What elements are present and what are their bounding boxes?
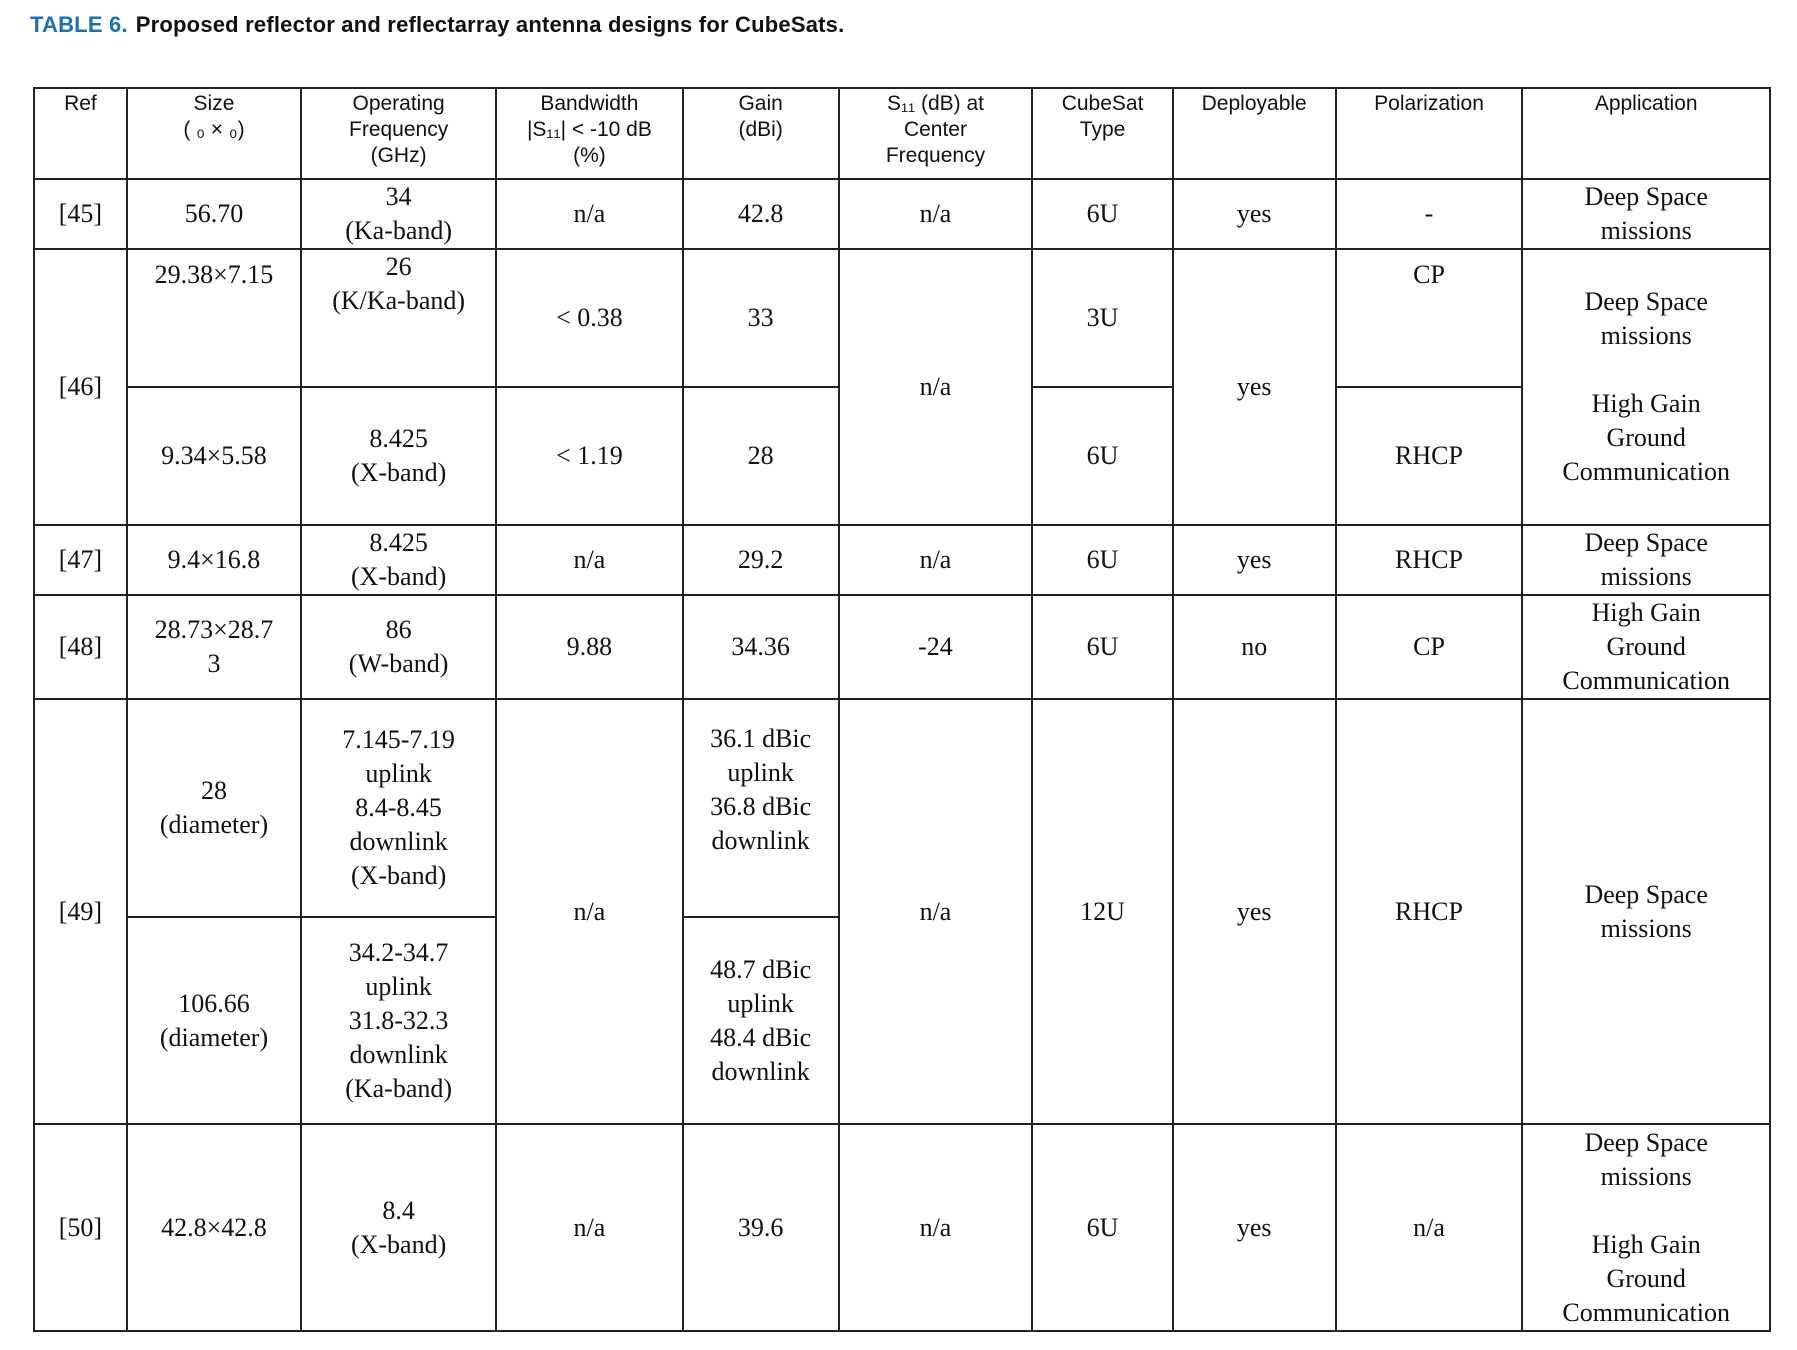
cell-deployable: yes	[1173, 1124, 1336, 1331]
cell-size: 9.34×5.58	[127, 387, 301, 525]
cell-gain: 36.1 dBic uplink 36.8 dBic downlink	[683, 699, 839, 917]
table-title: Proposed reflector and reflectarray antenna designs for CubeSats.	[135, 12, 845, 37]
cell-polarization: RHCP	[1336, 699, 1523, 1124]
cell-size: 9.4×16.8	[127, 525, 301, 595]
cell-ref: [45]	[34, 179, 127, 249]
header-size: Size ( ₀ × ₀)	[127, 88, 301, 179]
cell-polarization: -	[1336, 179, 1523, 249]
cell-application: High Gain Ground Communication	[1522, 595, 1770, 699]
cell-size: 28 (diameter)	[127, 699, 301, 917]
header-deployable: Deployable	[1173, 88, 1336, 179]
cell-polarization: CP	[1336, 249, 1523, 387]
cell-frequency: 26 (K/Ka-band)	[301, 249, 496, 387]
cell-application: Deep Space missions High Gain Ground Communication	[1522, 249, 1770, 525]
antenna-designs-table	[33, 87, 1771, 1332]
header-ref: Ref	[34, 88, 127, 179]
cell-cubesat-type: 3U	[1032, 249, 1172, 387]
cell-frequency: 34.2-34.7 uplink 31.8-32.3 downlink (Ka-band)	[301, 917, 496, 1124]
cell-deployable: yes	[1173, 249, 1336, 525]
cell-gain: 39.6	[683, 1124, 839, 1331]
table-row	[34, 249, 1770, 387]
header-row	[34, 88, 1770, 179]
cell-deployable: no	[1173, 595, 1336, 699]
cell-bandwidth: < 1.19	[496, 387, 683, 525]
cell-ref: [50]	[34, 1124, 127, 1331]
cell-gain: 33	[683, 249, 839, 387]
cell-gain: 29.2	[683, 525, 839, 595]
cell-gain: 48.7 dBic uplink 48.4 dBic downlink	[683, 917, 839, 1124]
cell-ref: [47]	[34, 525, 127, 595]
header-cubesat-type: CubeSat Type	[1032, 88, 1172, 179]
cell-size: 106.66 (diameter)	[127, 917, 301, 1124]
cell-application: Deep Space missions	[1522, 525, 1770, 595]
cell-s11: n/a	[839, 525, 1033, 595]
cell-application: Deep Space missions	[1522, 179, 1770, 249]
table-row	[34, 179, 1770, 249]
cell-frequency: 86 (W-band)	[301, 595, 496, 699]
cell-cubesat-type: 6U	[1032, 179, 1172, 249]
cell-gain: 34.36	[683, 595, 839, 699]
header-gain: Gain (dBi)	[683, 88, 839, 179]
cell-cubesat-type: 12U	[1032, 699, 1172, 1124]
table-label: TABLE 6.	[30, 12, 128, 37]
cell-bandwidth: < 0.38	[496, 249, 683, 387]
cell-bandwidth: n/a	[496, 525, 683, 595]
cell-deployable: yes	[1173, 699, 1336, 1124]
cell-frequency: 34 (Ka-band)	[301, 179, 496, 249]
cell-application: Deep Space missions	[1522, 699, 1770, 1124]
cell-gain: 42.8	[683, 179, 839, 249]
cell-size: 28.73×28.7 3	[127, 595, 301, 699]
cell-gain: 28	[683, 387, 839, 525]
cell-bandwidth: n/a	[496, 1124, 683, 1331]
cell-frequency: 7.145-7.19 uplink 8.4-8.45 downlink (X-band)	[301, 699, 496, 917]
cell-ref: [49]	[34, 699, 127, 1124]
cell-frequency: 8.425 (X-band)	[301, 525, 496, 595]
header-application: Application	[1522, 88, 1770, 179]
cell-s11: n/a	[839, 179, 1033, 249]
cell-polarization: CP	[1336, 595, 1523, 699]
cell-s11: -24	[839, 595, 1033, 699]
cell-bandwidth: n/a	[496, 699, 683, 1124]
cell-cubesat-type: 6U	[1032, 525, 1172, 595]
table-row	[34, 1124, 1770, 1331]
cell-cubesat-type: 6U	[1032, 387, 1172, 525]
cell-bandwidth: n/a	[496, 179, 683, 249]
cell-cubesat-type: 6U	[1032, 595, 1172, 699]
cell-frequency: 8.425 (X-band)	[301, 387, 496, 525]
header-polarization: Polarization	[1336, 88, 1523, 179]
cell-deployable: yes	[1173, 179, 1336, 249]
cell-polarization: RHCP	[1336, 387, 1523, 525]
cell-s11: n/a	[839, 1124, 1033, 1331]
cell-s11: n/a	[839, 699, 1033, 1124]
header-bandwidth: Bandwidth |S₁₁| < -10 dB (%)	[496, 88, 683, 179]
table-caption	[30, 12, 844, 38]
table-row	[34, 595, 1770, 699]
cell-size: 56.70	[127, 179, 301, 249]
cell-polarization: n/a	[1336, 1124, 1523, 1331]
table-row	[34, 699, 1770, 917]
header-s11: S₁₁ (dB) at Center Frequency	[839, 88, 1033, 179]
cell-frequency: 8.4 (X-band)	[301, 1124, 496, 1331]
cell-polarization: RHCP	[1336, 525, 1523, 595]
header-frequency: Operating Frequency (GHz)	[301, 88, 496, 179]
cell-cubesat-type: 6U	[1032, 1124, 1172, 1331]
cell-size: 42.8×42.8	[127, 1124, 301, 1331]
cell-s11: n/a	[839, 249, 1033, 525]
cell-deployable: yes	[1173, 525, 1336, 595]
cell-size: 29.38×7.15	[127, 249, 301, 387]
cell-ref: [46]	[34, 249, 127, 525]
table-row	[34, 525, 1770, 595]
cell-application: Deep Space missions High Gain Ground Communication	[1522, 1124, 1770, 1331]
cell-ref: [48]	[34, 595, 127, 699]
cell-bandwidth: 9.88	[496, 595, 683, 699]
